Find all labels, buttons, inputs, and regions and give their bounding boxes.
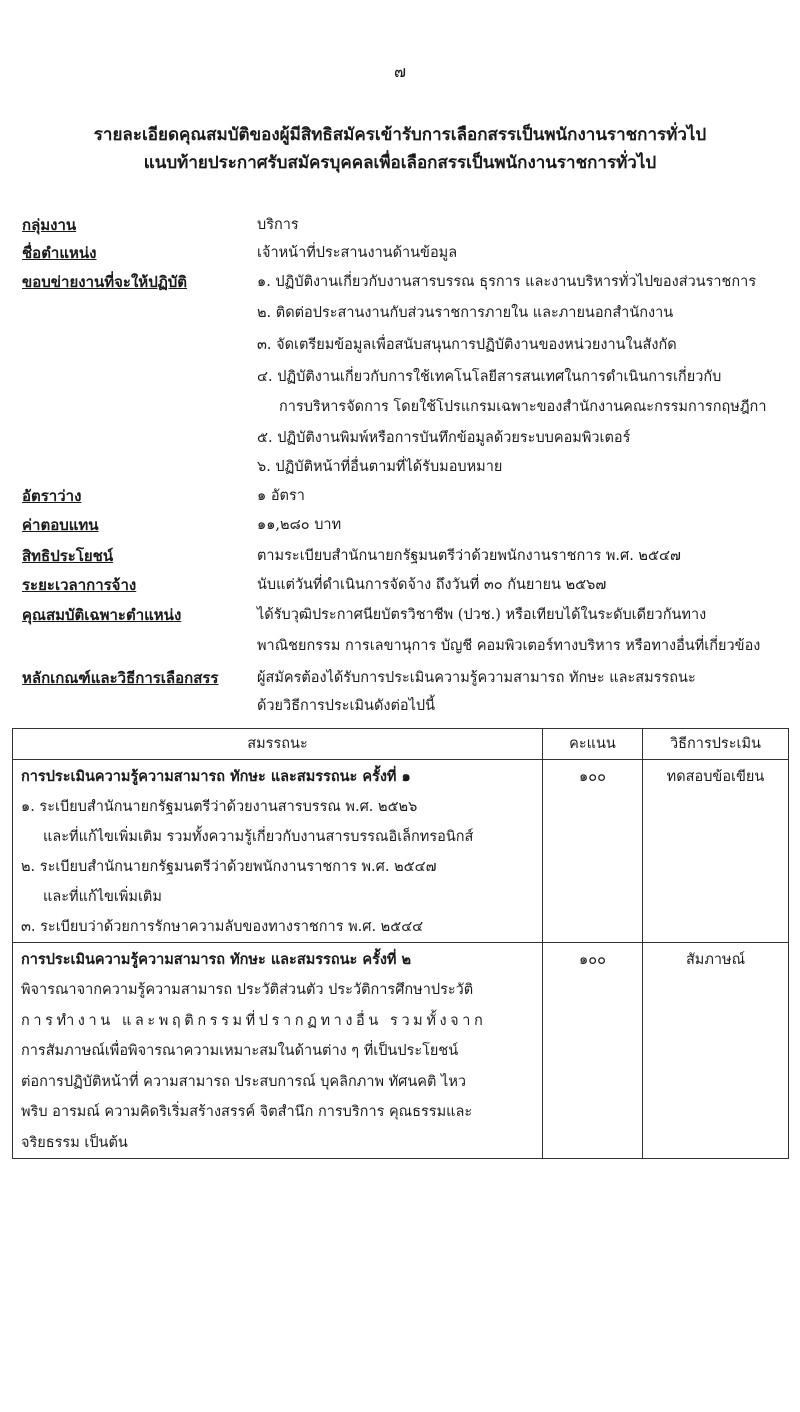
page-number: ๗ — [393, 62, 407, 81]
round1-item: ๑. ระเบียบสำนักนายกรัฐมนตรีว่าด้วยงานสารบรรณ พ.ศ. ๒๕๒๖ — [21, 799, 418, 815]
round1-item-continued: และที่แก้ไขเพิ่มเติม รวมทั้งความรู้เกี่ยวกับงานสารบรรณอิเล็กทรอนิกส์ — [43, 829, 474, 845]
salary-label: ค่าตอบแทน — [22, 516, 99, 534]
position-value: เจ้าหน้าที่ประสานงานด้านข้อมูล — [257, 245, 458, 261]
table-header-row — [13, 729, 789, 760]
document-title: รายละเอียดคุณสมบัติของผู้มีสิทธิสมัครเข้ารับการเลือกสรรเป็นพนักงานราชการทั่วไป — [93, 125, 707, 145]
table-row — [13, 943, 789, 1159]
assessment-table — [12, 728, 789, 1159]
duty-item: ๑. ปฏิบัติงานเกี่ยวกับงานสารบรรณ ธุรการ และงานบริหารทั่วไปของส่วนราชการ — [257, 274, 757, 290]
duty-item-continued: การบริหารจัดการ โดยใช้โปรแกรมเฉพาะของสำนักงานคณะกรรมการกฤษฎีกา — [279, 399, 767, 415]
table-row — [13, 760, 789, 943]
round1-item-continued: และที่แก้ไขเพิ่มเติม — [43, 889, 162, 905]
period-label: ระยะเวลาการจ้าง — [22, 576, 137, 594]
duty-item: ๕. ปฏิบัติงานพิมพ์หรือการบันทึกข้อมูลด้วยระบบคอมพิวเตอร์ — [257, 430, 631, 446]
round1-method: ทดสอบข้อเขียน — [643, 760, 789, 943]
vacancy-label: อัตราว่าง — [22, 487, 82, 505]
header-method: วิธีการประเมิน — [643, 729, 789, 760]
group-value: บริการ — [257, 217, 299, 233]
duty-item: ๔. ปฏิบัติงานเกี่ยวกับการใช้เทคโนโลยีสารสนเทศในการดำเนินการเกี่ยวกับ — [257, 369, 722, 385]
round1-score: ๑๐๐ — [543, 760, 643, 943]
criteria-value-line2: ด้วยวิธีการประเมินดังต่อไปนี้ — [257, 698, 435, 714]
salary-value: ๑๑,๒๘๐ บาท — [257, 517, 342, 533]
qualification-label: คุณสมบัติเฉพาะตำแหน่ง — [22, 606, 182, 624]
round2-cell — [13, 943, 543, 1159]
round2-score: ๑๐๐ — [543, 943, 643, 1159]
benefits-value: ตามระเบียบสำนักนายกรัฐมนตรีว่าด้วยพนักงานราชการ พ.ศ. ๒๕๔๗ — [257, 548, 681, 564]
round1-cell — [13, 760, 543, 943]
duty-item: ๓. จัดเตรียมข้อมูลเพื่อสนับสนุนการปฏิบัติงานของหน่วยงานในสังกัด — [257, 337, 677, 353]
round1-item: ๓. ระเบียบว่าด้วยการรักษาความลับของทางราชการ พ.ศ. ๒๕๔๔ — [21, 919, 424, 935]
round2-text: พริบ อารมณ์ ความคิดริเริ่มสร้างสรรค์ จิตสำนึก การบริการ คุณธรรมและ — [21, 1104, 473, 1120]
round2-text: จริยธรรม เป็นต้น — [21, 1134, 128, 1151]
round2-title: การประเมินความรู้ความสามารถ ทักษะ และสมรรถนะ ครั้งที่ ๒ — [21, 951, 412, 968]
vacancy-value: ๑ อัตรา — [257, 488, 305, 504]
header-score: คะแนน — [543, 729, 643, 760]
duty-item: ๒. ติดต่อประสานงานกับส่วนราชการภายใน และภายนอกสำนักงาน — [257, 305, 674, 321]
round2-text: ต่อการปฏิบัติหน้าที่ ความสามารถ ประสบการณ์ บุคลิกภาพ ทัศนคติ ไหว — [21, 1073, 467, 1090]
qualification-value-line2: พาณิชยกรรม การเลขานุการ บัญชี คอมพิวเตอร์ทางบริหาร หรือทางอื่นที่เกี่ยวข้อง — [257, 638, 761, 654]
round1-item: ๒. ระเบียบสำนักนายกรัฐมนตรีว่าด้วยพนักงานราชการ พ.ศ. ๒๕๔๗ — [21, 859, 437, 875]
period-value: นับแต่วันที่ดำเนินการจัดจ้าง ถึงวันที่ ๓๐ กันยายน ๒๕๖๗ — [257, 577, 607, 593]
round2-text: พิจารณาจากความรู้ความสามารถ ประวัติส่วนตัว ประวัติการศึกษาประวัติ — [21, 982, 474, 998]
round2-text: การทำงาน และพฤติกรรมที่ปรากฏทางอื่น รวมทั้งจาก — [21, 1012, 487, 1029]
document-subtitle: แนบท้ายประกาศรับสมัครบุคคลเพื่อเลือกสรรเป็นพนักงานราชการทั่วไป — [143, 153, 657, 173]
scope-label: ขอบข่ายงานที่จะให้ปฏิบัติ — [22, 273, 188, 291]
duty-item: ๖. ปฏิบัติหน้าที่อื่นตามที่ได้รับมอบหมาย — [257, 459, 503, 475]
group-label: กลุ่มงาน — [22, 216, 77, 234]
position-label: ชื่อตำแหน่ง — [22, 244, 97, 262]
benefits-label: สิทธิประโยชน์ — [22, 547, 114, 565]
criteria-label: หลักเกณฑ์และวิธีการเลือกสรร — [22, 669, 219, 687]
round1-title: การประเมินความรู้ความสามารถ ทักษะ และสมรรถนะ ครั้งที่ ๑ — [21, 768, 411, 785]
round2-text: การสัมภาษณ์เพื่อพิจารณาความเหมาะสมในด้านต่าง ๆ ที่เป็นประโยชน์ — [21, 1043, 459, 1059]
header-competency: สมรรถนะ — [13, 729, 543, 760]
qualification-value-line1: ได้รับวุฒิประกาศนียบัตรวิชาชีพ (ปวช.) หรือเทียบได้ในระดับเดียวกันทาง — [257, 607, 707, 623]
round2-method: สัมภาษณ์ — [643, 943, 789, 1159]
criteria-value-line1: ผู้สมัครต้องได้รับการประเมินความรู้ความสามารถ ทักษะ และสมรรถนะ — [257, 670, 696, 686]
